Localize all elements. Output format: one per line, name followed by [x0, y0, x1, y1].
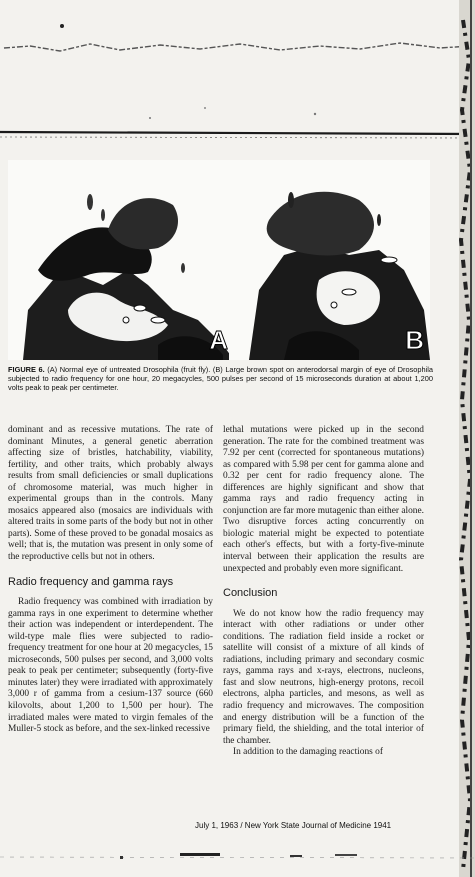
right-paragraph-1: lethal mutations were picked up in the second generation. The rate for the combined treatment was 7.92 per cent (corrected for spontaneous mutations) as compared with 5.98 per cent for gamma alone and 0.32 per cent for radio frequency alone. The differences are highly significant and show that gamma rays and radio frequency acting in conjunction are far more mutagenic than either alone. Two disruptive forces acting concurrently on biologic material might be expected to potentiate each other's effects, but with a forty-five-minute interval between their application the results are unexpected and probably even more significant.: [223, 425, 424, 574]
figure-caption-label: FIGURE 6.: [8, 365, 45, 374]
figure-caption-text: (A) Normal eye of untreated Drosophila (fruit fly). (B) Large brown spot on anterodorsal margin of eye of Drosophila subjected to radio frequency for one hour, 20 megacycles, 500 pulses per second of 15 microseconds duration at about 1,200 volts peak to peak per centimeter.: [8, 365, 434, 392]
left-paragraph-1: dominant and as recessive mutations. The rate of dominant Minutes, a general genetic aberration affecting size of bristles, hatchability, viability, fertility, and other traits, which probably always results from small deficiencies or small duplications of chromosome material, was much higher in experimental groups than in the controls. Many mosaics appeared also (mosaics are individuals with altered traits in some parts of the body but not in other parts). Some of these proved to be gonadal mosaics as well; that is, the mutation was present in only some of the reproductive cells but not in others.: [8, 425, 213, 563]
fly-eye-normal-image: [8, 160, 234, 360]
scan-artifact-right-edge: [449, 0, 475, 877]
figure-panel-b: [229, 160, 430, 360]
section-heading-conclusion: Conclusion: [223, 587, 278, 600]
right-paragraph-2: We do not know how the radio frequency may interact with other radiations or under other conditions. The radiation field inside a rocket or satellite will consist of a mixture of all kinds of radiations, including primary and secondary cosmic rays, gamma rays and x-rays, electrons, nucleons, fast and slow neutrons, high-energy protons, recoil electrons, alpha particles, and mesons, as well as radio frequency and microwaves. The composition and energy distribution will be a function of the primary field, the shielding, and the total interior of the chamber.: [223, 608, 424, 746]
left-paragraph-2: Radio frequency was combined with irradiation by gamma rays in one experiment to determine whether their action was independent or interdependent. The wild-type male flies were subjected to radio-frequency treatment for one hour at 20 megacycles, 15 microseconds, 500 pulses per second, and 3,000 volts peak to peak per centimeter; subsequently (forty-five minutes later) they were irradiated with approximately 3,000 r of gamma from a cesium-137 source (660 kilovolts, about 1,200 to 1,500 per hour). The irradiated males were mated to virgin females of the Muller-5 stock as before, and the sex-linked recessive: [8, 597, 213, 735]
right-paragraph-3: In addition to the damaging reactions of: [233, 747, 383, 758]
left-column: [8, 425, 213, 736]
figure-caption: [8, 365, 433, 392]
scan-artifact-bottom: [0, 847, 475, 877]
fly-eye-spotted-image: [229, 160, 430, 360]
figure-panel-a: [8, 160, 234, 360]
section-heading-radio-frequency: Radio frequency and gamma rays: [8, 575, 174, 588]
page-footer: July 1, 1963 / New York State Journal of Medicine 1941: [195, 821, 392, 830]
scan-artifact-top: [0, 0, 475, 150]
right-column: [223, 425, 424, 759]
panel-letter-b: B: [405, 325, 424, 355]
panel-letter-a: A: [209, 325, 228, 355]
